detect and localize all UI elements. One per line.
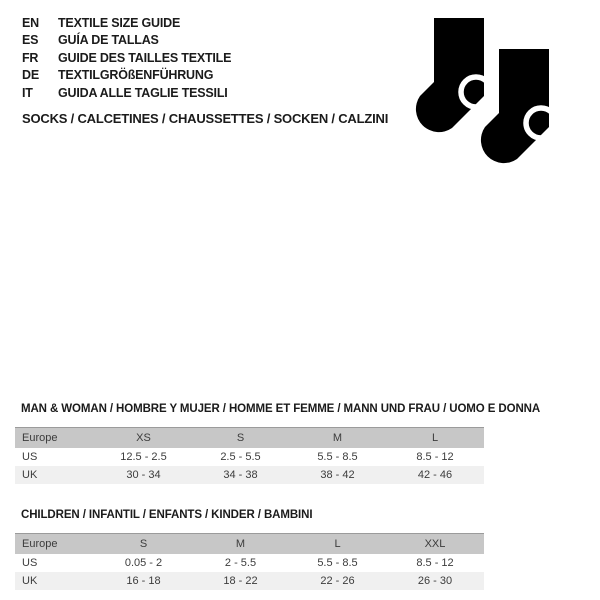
lang-label: GUÍA DE TALLAS	[58, 33, 159, 48]
size-cell: 0.05 - 2	[124, 557, 163, 569]
column-header-m: M	[289, 428, 386, 449]
table-row-uk	[15, 572, 484, 590]
column-header-s: S	[192, 428, 289, 449]
size-cell: 18 - 22	[223, 575, 258, 587]
children-title: CHILDREN / INFANTIL / ENFANTS / KINDER / BAMBINI	[21, 509, 313, 521]
table-header-row	[15, 428, 484, 449]
table-row-us	[15, 448, 484, 466]
table-row-us	[15, 554, 484, 572]
table-header-row	[15, 534, 484, 555]
column-header-l: L	[386, 428, 484, 449]
column-header-xs: XS	[95, 428, 192, 449]
row-label: US	[22, 451, 38, 463]
row-label: US	[22, 557, 38, 569]
row-label: UK	[22, 575, 38, 587]
lang-code: FR	[22, 50, 39, 65]
lang-row-de	[22, 67, 231, 85]
lang-code: ES	[22, 33, 39, 48]
socks-icon	[407, 17, 557, 175]
lang-label: GUIDA ALLE TAGLIE TESSILI	[58, 85, 228, 100]
category-line: SOCKS / CALCETINES / CHAUSSETTES / SOCKEN / CALZINI	[22, 111, 389, 126]
lang-label: TEXTILGRÖßENFÜHRUNG	[58, 68, 214, 83]
lang-label: GUIDE DES TAILLES TEXTILE	[58, 50, 232, 65]
lang-row-fr	[22, 49, 231, 67]
size-cell: 16 - 18	[126, 575, 161, 587]
lang-label: TEXTILE SIZE GUIDE	[58, 15, 181, 30]
lang-row-it	[22, 84, 231, 102]
man-woman-title: MAN & WOMAN / HOMBRE Y MUJER / HOMME ET FEMME / MANN UND FRAU / UOMO E DONNA	[21, 403, 541, 415]
size-cell: 2 - 5.5	[224, 557, 257, 569]
man-woman-table	[15, 427, 484, 484]
man-woman-section	[15, 403, 541, 484]
size-cell: 12.5 - 2.5	[120, 451, 167, 463]
column-header-s: S	[95, 534, 192, 555]
size-cell: 34 - 38	[223, 469, 258, 481]
size-cell: 2.5 - 5.5	[220, 451, 261, 463]
language-title-block	[22, 14, 231, 102]
column-header-xxl: XXL	[386, 534, 484, 555]
size-cell: 38 - 42	[320, 469, 355, 481]
size-cell: 22 - 26	[320, 575, 355, 587]
column-header-europe: Europe	[15, 534, 95, 555]
row-label: UK	[22, 469, 38, 481]
size-cell: 42 - 46	[417, 469, 453, 481]
column-header-europe: Europe	[15, 428, 95, 449]
column-header-m: M	[192, 534, 289, 555]
lang-row-en	[22, 14, 231, 32]
lang-code: EN	[22, 15, 39, 30]
lang-row-es	[22, 32, 231, 50]
lang-code: IT	[22, 85, 33, 100]
table-row-uk	[15, 466, 484, 484]
size-cell: 5.5 - 8.5	[317, 557, 358, 569]
size-cell: 30 - 34	[126, 469, 161, 481]
column-header-l: L	[289, 534, 386, 555]
size-cell: 26 - 30	[417, 575, 453, 587]
size-cell: 8.5 - 12	[416, 451, 454, 463]
size-cell: 8.5 - 12	[416, 557, 454, 569]
children-table	[15, 533, 484, 590]
children-section	[15, 509, 484, 590]
lang-code: DE	[22, 68, 39, 83]
size-cell: 5.5 - 8.5	[317, 451, 358, 463]
